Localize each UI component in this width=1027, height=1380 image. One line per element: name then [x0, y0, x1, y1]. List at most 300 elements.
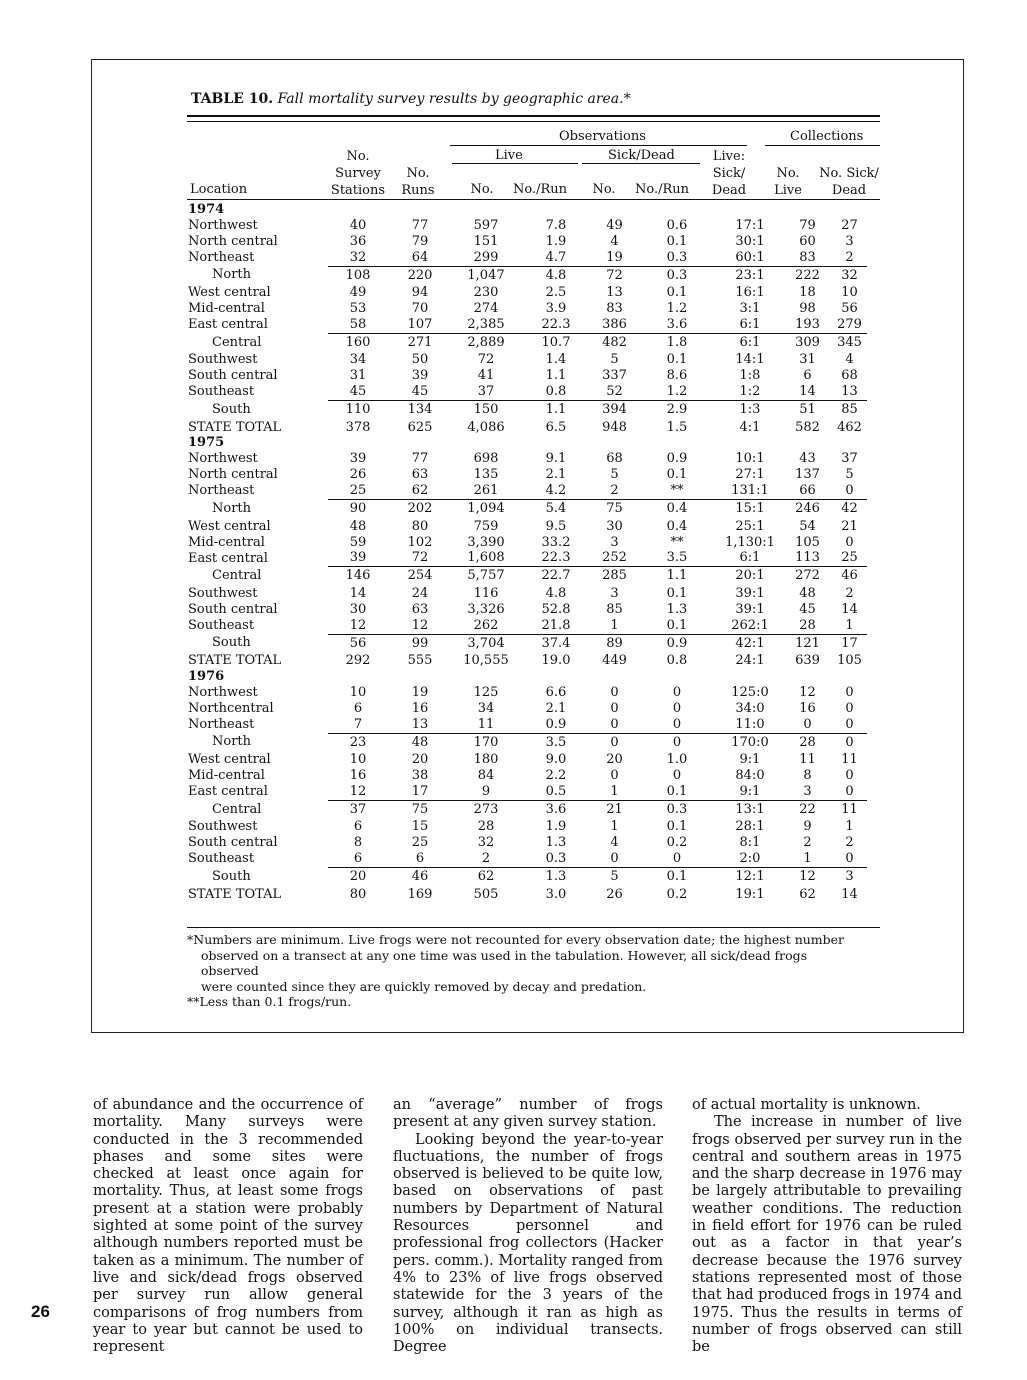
- table-row: [188, 602, 867, 618]
- header-sick-dead: Sick/Dead: [608, 148, 675, 163]
- cell-value: 0.1: [666, 585, 688, 601]
- cell-value: 45: [328, 384, 388, 400]
- cell-value: 24:1: [735, 653, 765, 669]
- cell-value: 32: [841, 267, 858, 283]
- cell-value: 22.3: [520, 317, 592, 333]
- cell-value: 222: [795, 267, 820, 283]
- cell-value: 10:1: [735, 451, 765, 467]
- cell-location: Northwest: [188, 217, 258, 233]
- cell-value: 261: [452, 483, 520, 499]
- cell-value: 43: [799, 451, 816, 467]
- cell-value: 3.6: [637, 317, 717, 333]
- cell-value: 4: [610, 233, 619, 249]
- cell-value: 0.9: [520, 717, 592, 733]
- table-row: [188, 634, 867, 653]
- mortality-table: [188, 202, 867, 902]
- table-row: [188, 333, 867, 352]
- cell-value: 8: [803, 767, 812, 783]
- cell-value: 0.3: [637, 250, 717, 266]
- cell-location: North central: [188, 467, 278, 483]
- cell-value: 0: [637, 851, 717, 867]
- cell-value: 6.6: [545, 684, 567, 700]
- header-runs-l1: No.: [406, 166, 430, 181]
- table-caption: [191, 91, 631, 107]
- cell-value: 2.9: [666, 402, 688, 418]
- cell-value: [388, 669, 452, 685]
- cell-value: 1,047: [467, 267, 505, 283]
- cell-value: 9.5: [545, 518, 567, 534]
- header-bottom-rule: [187, 199, 880, 200]
- cell-value: [783, 669, 832, 685]
- cell-location: West central: [188, 285, 271, 301]
- table-row: [188, 701, 867, 717]
- cell-value: 5: [845, 467, 854, 483]
- cell-value: 13: [388, 717, 452, 733]
- cell-value: 125: [473, 684, 499, 700]
- header-runs-l2: Runs: [401, 183, 435, 198]
- cell-value: 0.4: [666, 518, 688, 534]
- cell-value: 4.7: [520, 250, 592, 266]
- table-row: [188, 467, 867, 483]
- header-runs: [398, 165, 438, 199]
- cell-value: 25:1: [735, 518, 765, 534]
- footnote-line: observed on a transect at any one time was used in the tabulation. However, all sick/dead frogs observed: [201, 947, 808, 978]
- cell-value: 45: [799, 601, 816, 617]
- cell-value: 135: [473, 467, 499, 483]
- cell-value: 99: [411, 635, 429, 651]
- cell-value: 3: [610, 534, 619, 550]
- cell-value: 193: [783, 317, 832, 333]
- cell-value: 18: [799, 285, 816, 301]
- cell-value: 597: [473, 217, 499, 233]
- cell-location: East central: [188, 784, 268, 800]
- cell-value: 4,086: [467, 419, 505, 435]
- cell-value: 75: [606, 501, 623, 517]
- cell-location: Mid-central: [188, 767, 265, 783]
- cell-value: 108: [345, 267, 371, 283]
- cell-value: 1,094: [467, 501, 505, 517]
- cell-value: 0.1: [666, 467, 688, 483]
- cell-value: 4.8: [545, 267, 567, 283]
- cell-value: 0.2: [666, 835, 688, 851]
- cell-value: 72: [477, 352, 495, 368]
- cell-value: 12: [799, 869, 816, 884]
- cell-value: 7.8: [545, 217, 567, 233]
- cell-value: 1.3: [545, 835, 567, 851]
- cell-value: 15: [411, 819, 429, 835]
- cell-value: 309: [795, 334, 820, 350]
- table-row: [188, 685, 867, 701]
- cell-value: **: [637, 483, 717, 499]
- cell-value: 8:1: [739, 835, 761, 851]
- cell-value: 14: [349, 585, 367, 601]
- cell-value: 19.0: [541, 653, 571, 669]
- body-paragraph: The increase in number of live frogs observed per survey run in the central and southern areas in 1975 and the sharp decrease in 1976 may be largely attributable to prevailing weather conditions. The reduction in field effort for 1976 can be ruled out as a factor in that year’s decrease because the 1976 survey stations represented most of those that had produced frogs in 1974 and 1975. Thus the results in terms of number of frogs observed can still be: [692, 1114, 962, 1356]
- cell-value: [452, 202, 520, 218]
- cell-value: 2,889: [467, 334, 505, 350]
- cell-location: North: [212, 734, 252, 750]
- cell-value: 0: [592, 717, 637, 733]
- cell-value: 8: [353, 835, 363, 851]
- cell-value: 42:1: [735, 635, 765, 651]
- cell-value: 89: [606, 635, 623, 651]
- cell-value: 0: [672, 684, 682, 700]
- header-coll-live: [768, 165, 808, 199]
- cell-location: STATE TOTAL: [188, 886, 282, 902]
- header-ratio-l1: Live:: [712, 149, 746, 164]
- cell-value: 6: [353, 700, 363, 716]
- cell-value: 0.1: [666, 233, 688, 249]
- cell-value: 272: [795, 568, 820, 584]
- cell-value: 90: [349, 501, 367, 517]
- footnote-line: **Less than 0.1 frogs/run.: [187, 994, 352, 1009]
- cell-value: 7: [328, 717, 388, 733]
- cell-location: 1975: [188, 435, 225, 451]
- cell-value: 3: [610, 585, 619, 601]
- cell-value: 9:1: [717, 784, 783, 800]
- cell-value: 0: [672, 767, 682, 783]
- cell-value: 20: [606, 752, 623, 768]
- cell-value: 273: [473, 801, 499, 817]
- header-survey-stations-l1: No.: [346, 149, 370, 164]
- cell-value: 84:0: [735, 767, 765, 783]
- cell-value: 698: [473, 451, 499, 467]
- cell-value: [520, 669, 592, 685]
- cell-value: 274: [473, 301, 499, 317]
- cell-value: 0: [592, 851, 637, 867]
- cell-value: 48: [411, 734, 429, 750]
- cell-value: 170: [473, 734, 499, 750]
- cell-value: 26: [606, 886, 623, 902]
- cell-value: 77: [411, 451, 429, 467]
- cell-value: 3: [783, 784, 832, 800]
- cell-value: 449: [602, 653, 627, 669]
- cell-value: 0.8: [520, 384, 592, 400]
- cell-location: North: [212, 267, 252, 283]
- header-coll-live-l2: Live: [774, 183, 802, 198]
- cell-value: 0.1: [637, 618, 717, 634]
- cell-location: Northeast: [188, 483, 255, 499]
- body-paragraph: Looking beyond the year-to-year fluctuations, the number of frogs observed is believed to be quite low, based on observations of past numbers by Department of Natural Resources personnel and professional frog collectors (Hacker pers. comm.). Mortality ranged from 4% to 23% of live frogs observed statewide for the 3 years of the survey, although it ran as high as 100% on individual transects. Degree: [393, 1131, 663, 1356]
- cell-value: 1.4: [545, 352, 567, 368]
- cell-value: 5: [610, 869, 619, 884]
- cell-value: 28:1: [735, 819, 765, 835]
- cell-location: Northcentral: [188, 700, 274, 716]
- table-row: [188, 285, 867, 301]
- cell-value: 80: [349, 886, 367, 902]
- cell-value: 0: [610, 734, 619, 750]
- table-row: [188, 218, 867, 234]
- cell-value: 759: [473, 518, 499, 534]
- cell-value: [520, 435, 592, 451]
- cell-value: 19:1: [735, 886, 765, 902]
- cell-value: 83: [783, 250, 832, 266]
- cell-value: 1: [592, 618, 637, 634]
- cell-value: 21: [606, 801, 623, 817]
- header-observations: Observations: [559, 129, 646, 144]
- cell-value: 34: [349, 352, 367, 368]
- table-row: [188, 819, 867, 835]
- table-bottom-rule: [187, 927, 880, 928]
- cell-value: 2: [845, 835, 854, 851]
- table-row: [188, 435, 867, 451]
- cell-value: 2.1: [545, 700, 567, 716]
- cell-value: 125:0: [731, 684, 769, 700]
- cell-value: 14: [841, 601, 858, 617]
- table-row: [188, 586, 867, 602]
- cell-value: 0.9: [666, 635, 688, 651]
- cell-value: [832, 202, 867, 218]
- cell-value: 146: [345, 568, 371, 584]
- cell-value: 169: [407, 886, 433, 902]
- cell-value: 160: [345, 334, 371, 350]
- top-rule-1: [187, 115, 880, 117]
- cell-value: 37: [349, 801, 367, 817]
- cell-value: 20: [411, 752, 429, 768]
- cell-value: 62: [799, 886, 816, 902]
- table-row: [188, 887, 867, 903]
- cell-value: 13:1: [735, 801, 765, 817]
- table-row: [188, 250, 867, 266]
- cell-value: 0: [845, 534, 854, 550]
- cell-value: 56: [841, 301, 858, 317]
- cell-value: [592, 202, 637, 218]
- cell-value: 337: [602, 368, 627, 384]
- cell-value: 16: [349, 767, 367, 783]
- cell-value: 70: [411, 301, 429, 317]
- cell-value: 0.1: [666, 869, 688, 884]
- table-row: [188, 519, 867, 535]
- cell-value: 30: [606, 518, 623, 534]
- cell-value: 2:0: [717, 851, 783, 867]
- cell-value: 38: [411, 767, 429, 783]
- cell-value: 386: [592, 317, 637, 333]
- cell-value: 105: [795, 534, 820, 550]
- caption-label: TABLE 10.: [191, 91, 274, 107]
- cell-value: 54: [799, 518, 816, 534]
- cell-value: 1:3: [739, 402, 761, 418]
- cell-value: 21.8: [520, 618, 592, 634]
- cell-value: 94: [411, 285, 429, 301]
- body-column-1: [93, 1097, 363, 1356]
- cell-value: 948: [602, 419, 627, 435]
- cell-location: South: [212, 868, 251, 884]
- header-survey-stations-l3: Stations: [330, 183, 386, 198]
- cell-value: 46: [841, 568, 858, 584]
- cell-location: Southwest: [188, 352, 258, 368]
- cell-value: 3:1: [739, 301, 761, 317]
- cell-value: 48: [799, 585, 816, 601]
- cell-value: 285: [602, 568, 627, 584]
- cell-value: 107: [388, 317, 452, 333]
- table-body: [188, 202, 867, 902]
- cell-value: 116: [473, 585, 499, 601]
- cell-value: 10: [349, 684, 367, 700]
- cell-location: Southeast: [188, 384, 255, 400]
- collections-rule: [765, 145, 880, 146]
- cell-value: 34:0: [735, 700, 765, 716]
- cell-value: [388, 435, 452, 451]
- cell-value: [717, 435, 783, 451]
- cell-value: 22: [799, 801, 816, 817]
- cell-location: South central: [188, 368, 278, 384]
- cell-value: 80: [411, 518, 429, 534]
- cell-value: 1.5: [666, 419, 688, 435]
- cell-value: 121: [795, 635, 820, 651]
- cell-value: 28: [477, 819, 495, 835]
- cell-value: [328, 202, 388, 218]
- cell-value: 3,704: [467, 635, 505, 651]
- cell-value: 52.8: [541, 601, 571, 617]
- cell-value: 9:1: [739, 752, 761, 768]
- cell-location: Central: [212, 801, 262, 817]
- cell-value: [637, 669, 717, 685]
- cell-value: 3.5: [637, 550, 717, 566]
- table-row: [188, 500, 867, 519]
- cell-value: 75: [411, 801, 429, 817]
- cell-value: 22.7: [541, 568, 571, 584]
- cell-value: 345: [837, 334, 862, 350]
- cell-value: 378: [345, 419, 371, 435]
- cell-value: 1: [592, 784, 637, 800]
- cell-value: [388, 202, 452, 218]
- cell-value: 62: [477, 869, 495, 884]
- table-row: [188, 420, 867, 436]
- cell-value: 11: [841, 752, 858, 768]
- cell-location: Northeast: [188, 716, 255, 732]
- cell-value: [452, 669, 520, 685]
- cell-location: Southeast: [188, 617, 255, 633]
- cell-value: 3.0: [545, 886, 567, 902]
- cell-value: 19: [592, 250, 637, 266]
- body-paragraph: of abundance and the occurrence of mortality. Many surveys were conducted in the 3 recommended phases and some sites were checked at least once again for mortality. Thus, at least some frogs present at a station were probably sighted at some point of the survey although numbers reported must be taken as a minimum. The number of live and sick/dead frogs observed per survey run allow general comparisons of frog numbers from year to year but cannot be used to represent: [93, 1097, 363, 1356]
- cell-value: [717, 669, 783, 685]
- table-row: [188, 618, 867, 634]
- cell-value: 83: [606, 301, 623, 317]
- cell-value: 33.2: [541, 534, 571, 550]
- table-row: [188, 352, 867, 368]
- cell-value: 2: [832, 250, 867, 266]
- cell-value: 12: [799, 684, 816, 700]
- cell-value: 0: [845, 767, 854, 783]
- cell-value: 134: [407, 402, 433, 418]
- table-row: [188, 800, 867, 819]
- cell-value: 0: [610, 684, 619, 700]
- cell-value: 1.1: [545, 368, 567, 384]
- cell-value: 36: [349, 233, 367, 249]
- cell-value: 1.9: [545, 233, 567, 249]
- cell-value: 37.4: [541, 635, 571, 651]
- cell-value: 53: [349, 301, 367, 317]
- cell-value: 4:1: [739, 419, 761, 435]
- cell-value: 31: [799, 352, 816, 368]
- cell-value: 8.6: [666, 368, 688, 384]
- cell-location: West central: [188, 752, 271, 768]
- cell-location: South central: [188, 601, 278, 617]
- cell-value: 2.2: [545, 767, 567, 783]
- table-row: [188, 535, 867, 551]
- cell-value: [452, 435, 520, 451]
- cell-value: 5: [610, 467, 619, 483]
- cell-value: 1.9: [545, 819, 567, 835]
- cell-value: 85: [606, 601, 623, 617]
- header-location: Location: [190, 182, 248, 197]
- cell-value: 6.5: [545, 419, 567, 435]
- cell-value: 22.3: [520, 550, 592, 566]
- cell-value: 0: [783, 717, 832, 733]
- header-coll-sick-l2: Dead: [831, 183, 867, 198]
- cell-value: 246: [795, 501, 820, 517]
- header-collections: Collections: [790, 129, 864, 144]
- cell-value: 6: [803, 368, 812, 384]
- header-survey-stations: [330, 148, 386, 199]
- header-live-no: No.: [470, 182, 494, 197]
- header-sd-no: No.: [592, 182, 616, 197]
- cell-value: 1: [783, 851, 832, 867]
- cell-value: 180: [473, 752, 499, 768]
- cell-value: 1: [845, 819, 854, 835]
- cell-value: 2.1: [545, 467, 567, 483]
- cell-value: 25: [832, 550, 867, 566]
- cell-value: 0: [832, 851, 867, 867]
- cell-value: 5: [610, 352, 619, 368]
- cell-value: 1.3: [666, 601, 688, 617]
- header-coll-sick-l1: No. Sick/: [819, 166, 879, 181]
- cell-location: North: [212, 500, 252, 516]
- cell-value: 6: [353, 819, 363, 835]
- cell-value: [328, 669, 388, 685]
- cell-value: 1.1: [666, 568, 688, 584]
- table-row: [188, 784, 867, 800]
- cell-value: 262: [452, 618, 520, 634]
- cell-value: 0: [845, 734, 854, 750]
- cell-location: South central: [188, 835, 278, 851]
- cell-value: 10: [349, 752, 367, 768]
- cell-value: 39:1: [735, 585, 765, 601]
- table-row: [188, 567, 867, 586]
- cell-value: 113: [783, 550, 832, 566]
- cell-value: 14: [783, 384, 832, 400]
- body-column-2: [393, 1097, 663, 1356]
- cell-value: 27: [841, 217, 858, 233]
- cell-value: [328, 435, 388, 451]
- cell-value: 625: [407, 419, 433, 435]
- cell-value: 30:1: [735, 233, 765, 249]
- cell-value: 252: [592, 550, 637, 566]
- cell-value: [592, 435, 637, 451]
- cell-value: 5.4: [545, 501, 567, 517]
- cell-value: 9: [803, 819, 812, 835]
- cell-value: 2: [452, 851, 520, 867]
- cell-value: 41: [477, 368, 495, 384]
- table-row: [188, 234, 867, 250]
- cell-value: [637, 435, 717, 451]
- table-row: [188, 868, 867, 887]
- cell-location: Northeast: [188, 249, 255, 265]
- cell-value: 26: [349, 467, 367, 483]
- cell-value: 0: [832, 717, 867, 733]
- cell-value: 137: [795, 467, 820, 483]
- cell-value: [783, 435, 832, 451]
- cell-value: 292: [345, 653, 371, 669]
- cell-value: 271: [407, 334, 433, 350]
- cell-location: East central: [188, 317, 268, 333]
- cell-value: 279: [832, 317, 867, 333]
- cell-value: 14: [841, 886, 858, 902]
- header-ratio-l2: Sick/: [712, 166, 746, 181]
- cell-value: 102: [407, 534, 433, 550]
- cell-value: 0: [672, 734, 682, 750]
